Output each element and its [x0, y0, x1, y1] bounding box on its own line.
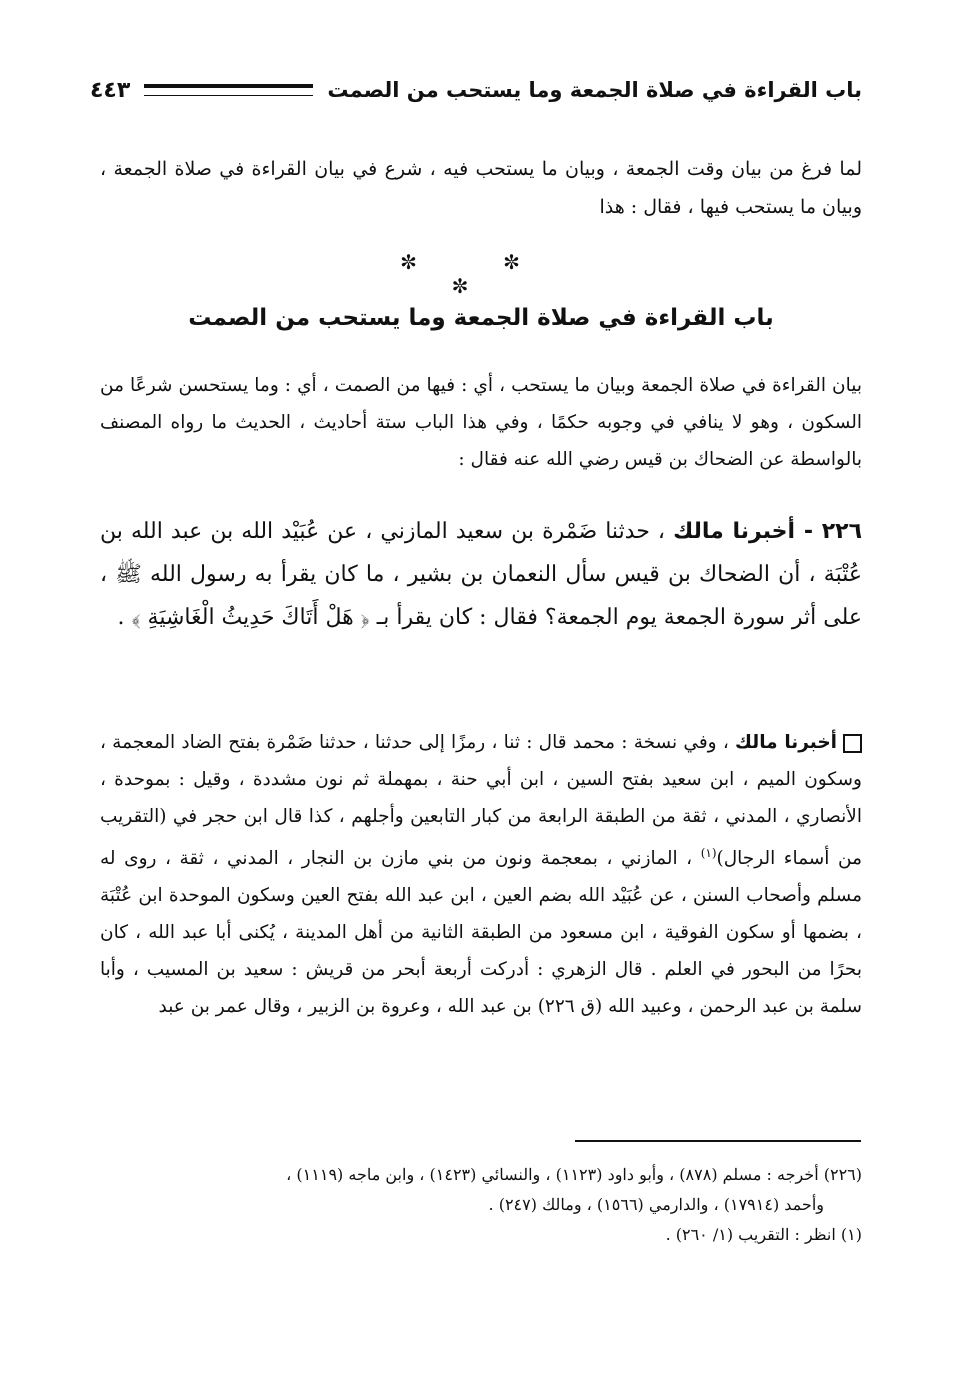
page-number: ٤٤٣: [90, 77, 131, 103]
running-header-title: باب القراءة في صلاة الجمعة وما يستحب من الصمت: [327, 78, 862, 102]
header-rule: [144, 84, 313, 96]
footnote-separator: [575, 1140, 861, 1142]
footnotes: [100, 1160, 862, 1250]
square-marker-icon: [843, 734, 862, 753]
running-header: [90, 70, 862, 110]
hadith-body: ، حدثنا ضَمْرة بن سعيد المازني ، عن عُبَيْد الله بن عبد الله بن عُتْبَة ، أن الضحاك بن قيس سأل النعمان بن بشير ، ما كان يقرأ به رسول الله ﷺ ، على أثر سورة الجمعة يوم الجمعة؟ فقال : كان يقرأ بـ ﴿ هَلْ أَتَاكَ حَدِيثُ الْغَاشِيَةِ ﴾ .: [100, 519, 862, 630]
commentary-body-2: ، المازني ، بمعجمة ونون من بني مازن بن النجار ، المدني ، ثقة ، روى له مسلم وأصحاب السنن ، عن عُبَيْد الله بضم العين ، ابن عبد الله بفتح العين وسكون الموحدة ابن عُتْبَة ، بضمها أو سكون الفوقية ، ابن مسعود من الطبقة الثانية من أهل المدينة ، يُكنى أبا عبد الله ، كان بحرًا من البحور في العلم . قال الزهري : أدركت أربعة أبحر من قريش : سعيد بن المسيب ، وأبا سلمة بن عبد الرحمن ، وعبيد الله (ق ٢٢٦) بن عبد الله ، وعروة بن الزبير ، وقال عمر بن عبد: [100, 848, 862, 1017]
commentary-paragraph: [100, 725, 862, 1026]
hadith-text: [100, 510, 862, 639]
hadith-number-lead: ٢٢٦ - أخبرنا مالك: [673, 519, 863, 544]
footnote-1: (١) انظر : التقريب (١/ ٢٦٠) .: [665, 1225, 862, 1244]
intro-paragraph: لما فرغ من بيان وقت الجمعة ، وبيان ما يستحب فيه ، شرع في بيان القراءة في صلاة الجمعة ، وبيان ما يستحب فيها ، فقال : هذا: [100, 158, 862, 218]
footnote-hadith-line-1: (٢٢٦) أخرجه : مسلم (٨٧٨) ، وأبو داود (١١٢٣) ، والنسائي (١٤٢٣) ، وابن ماجه (١١١٩) ،: [286, 1165, 862, 1184]
section-separator: ✼ ✼ ✼: [400, 250, 560, 298]
chapter-explanation: بيان القراءة في صلاة الجمعة وبيان ما يستحب ، أي : فيها من الصمت ، أي : وما يستحسن شرعًا من السكون ، وهو لا ينافي في وجوبه حكمًا ، وفي هذا الباب ستة أحاديث ، الحديث ما رواه المصنف بالواسطة عن الضحاك بن قيس رضي الله عنه فقال :: [100, 375, 862, 470]
footnote-hadith-line-2: وأحمد (١٧٩١٤) ، والدارمي (١٥٦٦) ، ومالك (٢٤٧) .: [488, 1195, 824, 1214]
chapter-heading: باب القراءة في صلاة الجمعة وما يستحب من الصمت: [188, 305, 774, 331]
footnote-ref-1[interactable]: (١): [700, 846, 717, 861]
commentary-lead: أخبرنا مالك: [735, 732, 837, 753]
commentary-body-1: ، وفي نسخة : محمد قال : ثنا ، رمزًا إلى حدثنا ، حدثنا ضَمْرة بفتح الضاد المعجمة ، وسكون الميم ، ابن سعيد بفتح السين ، ابن أبي حنة ، بمهملة ثم نون مشددة ، وقيل : بموحدة ، الأنصاري ، المدني ، ثقة من الطبقة الرابعة من كبار التابعين وأجلهم ، كذا قال ابن حجر في (التقريب من أسماء الرجال): [100, 732, 862, 870]
